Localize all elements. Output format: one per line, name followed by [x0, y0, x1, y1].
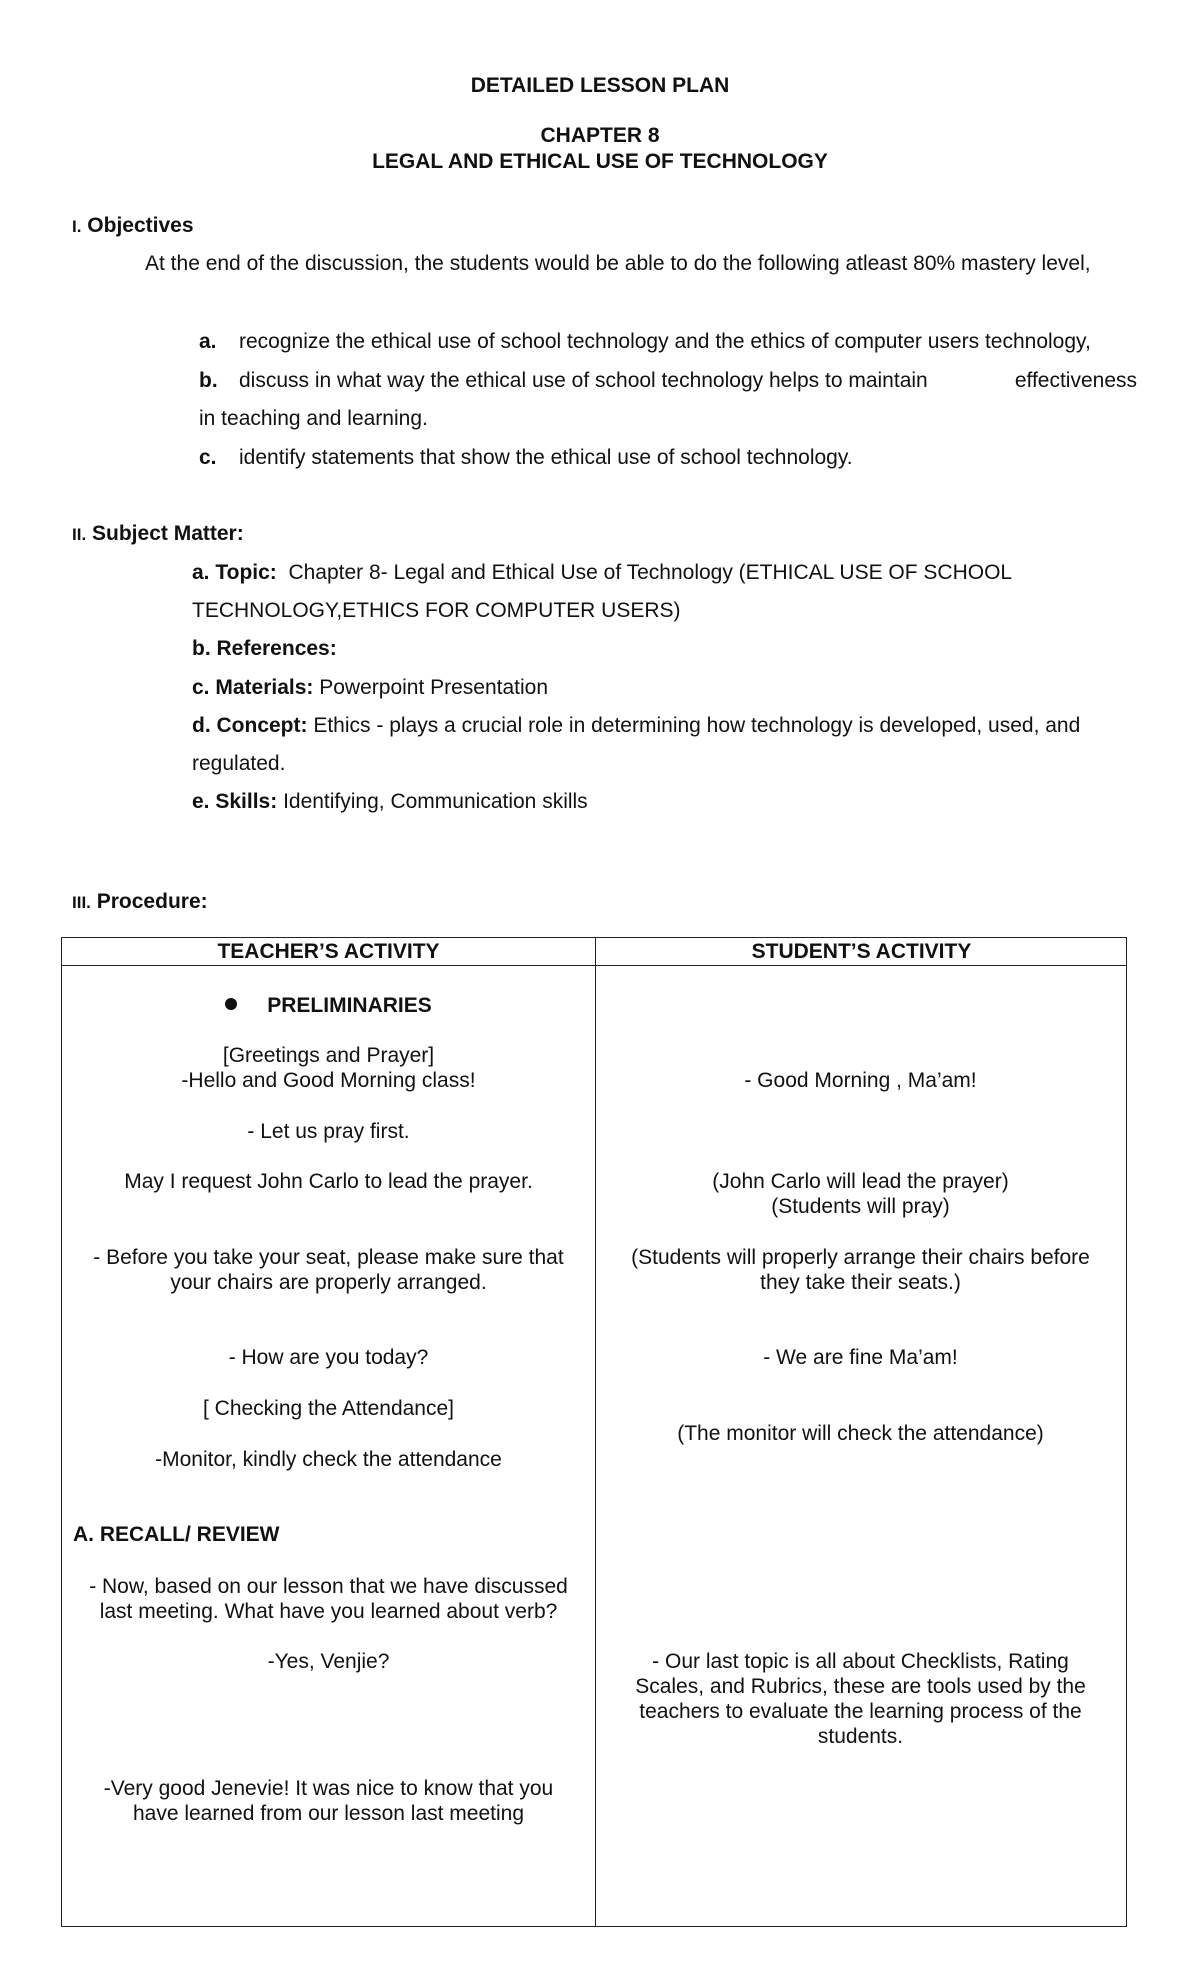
teacher-yes: -Yes, Venjie? — [267, 1650, 390, 1673]
teacher-recall-line-1: - Now, based on our lesson that we have discussed — [89, 1575, 568, 1598]
materials-text: Powerpoint Presentation — [319, 676, 549, 699]
student-activity-header: STUDENT’S ACTIVITY — [751, 940, 972, 963]
objective-text: identify statements that show the ethical use of school technology. — [239, 446, 853, 469]
student-chairs-line-2: they take their seats.) — [760, 1271, 961, 1294]
concept-label: d. Concept: — [192, 714, 308, 737]
materials-line — [192, 676, 548, 700]
teacher-pray: - Let us pray first. — [247, 1120, 410, 1143]
objective-item-b — [199, 369, 1137, 393]
attendance-label: [ Checking the Attendance] — [202, 1397, 454, 1420]
objective-text: recognize the ethical use of school technology and the ethics of computer users technology, — [239, 330, 1091, 353]
objectives-intro: At the end of the discussion, the students would be able to do the following atleast 80% mastery level, — [145, 252, 1091, 275]
teacher-monitor: -Monitor, kindly check the attendance — [155, 1448, 502, 1471]
objectives-heading — [72, 214, 194, 238]
concept-line — [192, 714, 1080, 738]
chapter-subtitle: LEGAL AND ETHICAL USE OF TECHNOLOGY — [372, 150, 828, 173]
skills-label: e. Skills: — [192, 790, 278, 813]
activity-table — [61, 937, 1127, 1927]
topic-line — [192, 561, 1012, 585]
objective-item-a — [199, 330, 1091, 354]
preliminaries-heading — [62, 993, 595, 1018]
teacher-activity-header: TEACHER’S ACTIVITY — [217, 940, 440, 963]
teacher-recall-line-2: last meeting. What have you learned about verb? — [99, 1600, 558, 1623]
student-monitor: (The monitor will check the attendance) — [677, 1422, 1044, 1445]
teacher-seat-line-2: your chairs are properly arranged. — [170, 1271, 487, 1294]
objective-letter: a. — [199, 330, 217, 353]
student-topic-line-2: Scales, and Rubrics, these are tools used by the — [635, 1675, 1086, 1698]
topic-text: Chapter 8- Legal and Ethical Use of Technology (ETHICAL USE OF SCHOOL — [288, 561, 1013, 584]
subject-matter-title: Subject Matter: — [92, 522, 244, 545]
objective-text-right: effectiveness — [1014, 369, 1137, 392]
student-morning: - Good Morning , Ma’am! — [744, 1069, 977, 1092]
teacher-how: - How are you today? — [228, 1346, 429, 1369]
concept-continued: regulated. — [192, 752, 286, 775]
chapter-heading: CHAPTER 8 — [540, 124, 660, 147]
objectives-number: I. — [72, 217, 82, 236]
subject-matter-number: II. — [72, 525, 87, 544]
preliminaries-label: PRELIMINARIES — [267, 994, 432, 1017]
concept-text: Ethics - plays a crucial role in determining how technology is developed, used, and — [313, 714, 1081, 737]
teacher-good-line-2: have learned from our lesson last meeting — [132, 1802, 525, 1825]
student-lead: (John Carlo will lead the prayer) — [712, 1170, 1009, 1193]
teacher-request: May I request John Carlo to lead the prayer. — [124, 1170, 533, 1193]
skills-text: Identifying, Communication skills — [283, 790, 588, 813]
skills-line — [192, 790, 588, 814]
objective-item-c — [199, 446, 853, 470]
topic-continued: TECHNOLOGY,ETHICS FOR COMPUTER USERS) — [192, 599, 681, 622]
teacher-seat-line-1: - Before you take your seat, please make sure that — [93, 1246, 564, 1269]
greetings-label: [Greetings and Prayer] — [222, 1044, 435, 1067]
bullet-icon — [225, 998, 237, 1010]
student-topic-line-3: teachers to evaluate the learning process of the — [639, 1700, 1082, 1723]
student-topic-line-4: students. — [817, 1725, 904, 1748]
objective-item-b-continued: in teaching and learning. — [199, 407, 428, 430]
objective-letter: b. — [199, 369, 218, 392]
student-fine: - We are fine Ma’am! — [763, 1346, 958, 1369]
subject-matter-heading — [72, 522, 244, 546]
table-header-row — [62, 938, 1126, 966]
procedure-title: Procedure: — [96, 890, 208, 913]
objective-letter: c. — [199, 446, 217, 469]
teacher-good-line-1: -Very good Jenevie! It was nice to know that you — [103, 1777, 554, 1800]
procedure-number: III. — [72, 893, 91, 912]
student-pray: (Students will pray) — [771, 1195, 950, 1218]
teacher-hello: -Hello and Good Morning class! — [181, 1069, 476, 1092]
recall-heading: A. RECALL/ REVIEW — [73, 1523, 280, 1546]
materials-label: c. Materials: — [192, 676, 314, 699]
objectives-title: Objectives — [87, 214, 194, 237]
references-label: b. References: — [192, 637, 337, 660]
document-title: DETAILED LESSON PLAN — [470, 74, 730, 97]
student-topic-line-1: - Our last topic is all about Checklists, Rating — [652, 1650, 1069, 1673]
procedure-heading — [72, 890, 208, 914]
objective-text: discuss in what way the ethical use of school technology helps to maintain — [239, 369, 928, 392]
topic-label: a. Topic: — [192, 561, 277, 584]
student-chairs-line-1: (Students will properly arrange their chairs before — [631, 1246, 1090, 1269]
